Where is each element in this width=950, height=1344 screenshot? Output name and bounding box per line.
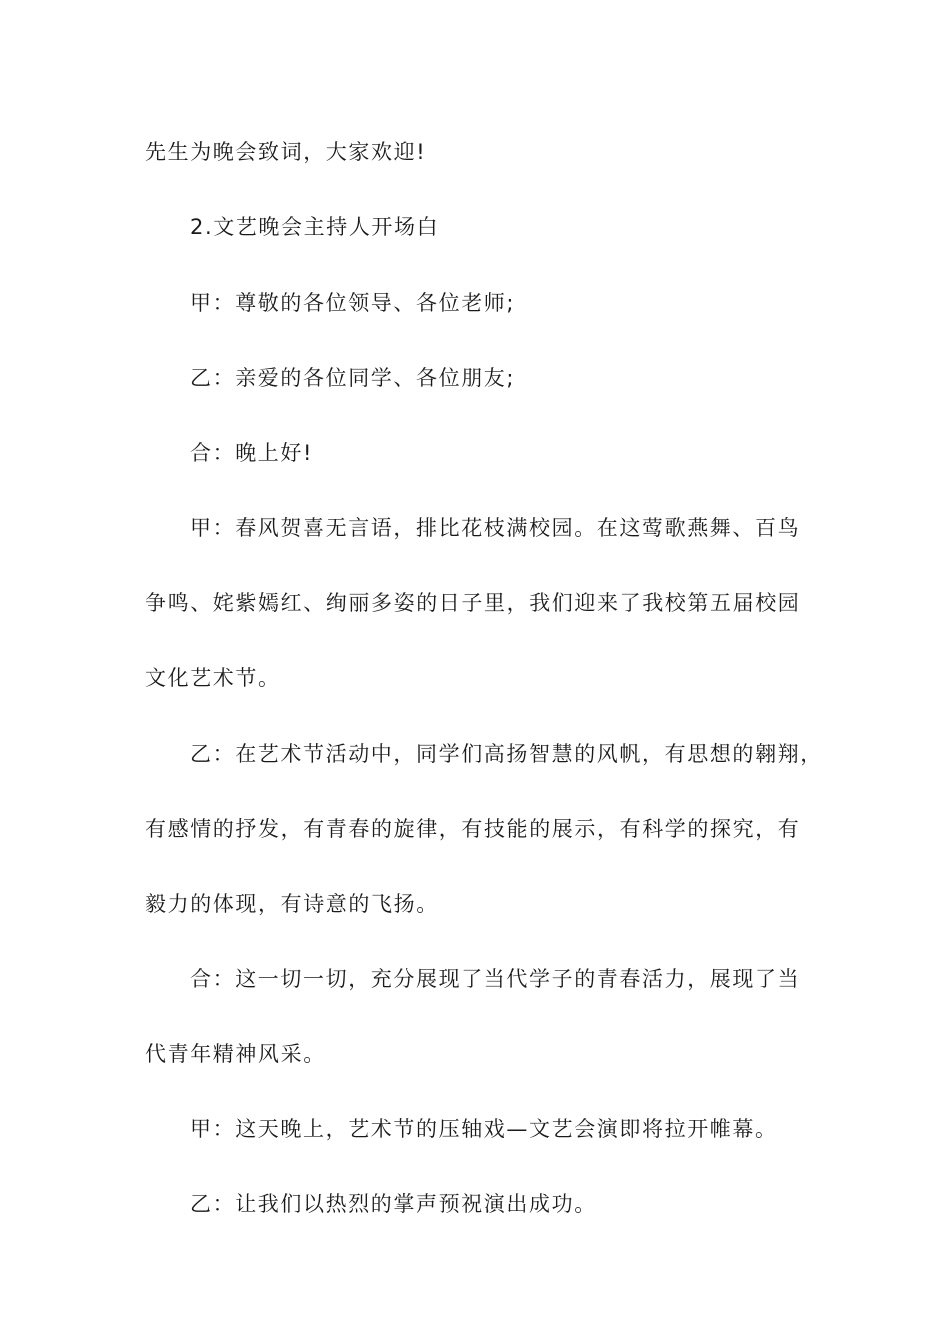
paragraph-line: 文化艺术节。 [145,666,281,690]
paragraph-line: 甲：这天晚上，艺术节的压轴戏—文艺会演即将拉开帷幕。 [190,1117,778,1141]
paragraph-line: 乙：亲爱的各位同学、各位朋友; [190,366,516,390]
paragraph-line: 甲：春风贺喜无言语，排比花枝满校园。在这莺歌燕舞、百鸟 [190,516,801,540]
paragraph-line: 甲：尊敬的各位领导、各位老师; [190,291,516,315]
paragraph-line: 先生为晚会致词，大家欢迎! [145,140,427,164]
paragraph-line: 毅力的体现，有诗意的飞扬。 [145,892,439,916]
paragraph-line: 争鸣、姹紫嫣红、绚丽多姿的日子里，我们迎来了我校第五届校园 [145,591,801,615]
paragraph-line: 有感情的抒发，有青春的旋律，有技能的展示，有科学的探究，有 [145,817,801,841]
paragraph-line: 乙：让我们以热烈的掌声预祝演出成功。 [190,1192,597,1216]
paragraph-line: 合：这一切一切，充分展现了当代学子的青春活力，展现了当 [190,967,801,991]
section-heading: 2.文艺晚会主持人开场白 [190,215,440,239]
paragraph-line: 合：晚上好! [190,441,314,465]
paragraph-line: 乙：在艺术节活动中，同学们高扬智慧的风帆，有思想的翱翔， [190,742,823,766]
paragraph-line: 代青年精神风采。 [145,1042,326,1066]
